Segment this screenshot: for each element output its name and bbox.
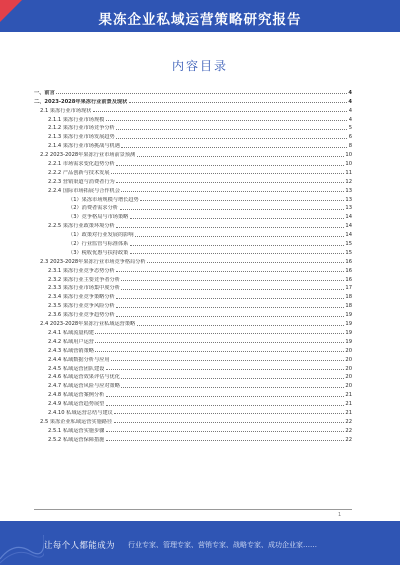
toc-entry-page: 6 (348, 134, 352, 141)
toc-entry[interactable] (34, 256, 352, 265)
toc-entry-label: 2.5.2 私域运营保障措施 (48, 436, 105, 443)
toc-entry-page: 15 (345, 241, 352, 248)
toc-entry-page: 20 (345, 356, 352, 363)
toc-entry-label: 2.4.7 私域运营风险与应对策略 (48, 383, 120, 390)
toc-leader-dots (120, 209, 344, 210)
toc-entry-label: 2.4.10 私域运营总结与建议 (48, 409, 113, 416)
toc-leader-dots (106, 396, 344, 397)
toc-entry-page: 14 (345, 223, 352, 230)
toc-entry[interactable] (34, 140, 352, 149)
toc-entry-page: 21 (345, 401, 352, 408)
toc-entry[interactable] (34, 247, 352, 256)
toc-entry-label: 2.1 果冻行业市场现状 (40, 107, 92, 114)
toc-entry-label: （2）行业监管与标准体系 (68, 241, 129, 248)
toc-entry-label: 2.4.5 私域运营团队建设 (48, 365, 105, 372)
toc-entry-page: 17 (345, 285, 352, 292)
toc-entry-label: 2.2.1 市场需求变化趋势分析 (48, 161, 115, 168)
toc-entry[interactable] (34, 114, 352, 123)
toc-leader-dots (106, 405, 344, 406)
toc-entry-label: 2.1.2 果冻行业市场竞争分析 (48, 125, 115, 132)
toc-leader-dots (140, 200, 344, 201)
toc-entry[interactable] (34, 380, 352, 389)
toc-entry[interactable] (34, 176, 352, 185)
toc-leader-dots (116, 129, 347, 130)
toc-leader-dots (121, 378, 343, 379)
toc-leader-dots (116, 298, 344, 299)
toc-entry-label: （1）果冻市场规模与增长趋势 (68, 196, 139, 203)
toc-leader-dots (106, 431, 344, 432)
toc-leader-dots (129, 102, 347, 103)
toc-leader-dots (137, 156, 344, 157)
toc-leader-dots (121, 289, 343, 290)
toc-entry-page: 13 (345, 205, 352, 212)
toc-entry-page: 14 (345, 232, 352, 239)
toc-entry-label: （2）消费者需求分析 (68, 205, 118, 212)
toc-entry-page: 4 (348, 98, 352, 105)
toc-leader-dots (95, 342, 343, 343)
toc-entry-label: 2.3.1 果冻行业竞争态势分析 (48, 267, 115, 274)
toc-leader-dots (111, 173, 344, 174)
toc-entry-page: 19 (345, 321, 352, 328)
toc-entry[interactable] (34, 434, 352, 443)
toc-entry-page: 20 (345, 347, 352, 354)
toc-entry[interactable] (34, 238, 352, 247)
swirl-decoration-icon (0, 521, 44, 565)
toc-entry[interactable] (34, 185, 352, 194)
toc-entry-page: 19 (345, 329, 352, 336)
toc-entry[interactable] (34, 220, 352, 229)
toc-leader-dots (130, 218, 344, 219)
toc-entry-label: 2.3.2 果冻行业主要竞争者分析 (48, 276, 120, 283)
toc-entry[interactable] (34, 158, 352, 167)
toc-entry-page: 4 (348, 116, 352, 123)
toc-entry[interactable] (34, 425, 352, 434)
toc-leader-dots (121, 147, 347, 148)
toc-entry-label: （3）竞争格局与市场策略 (68, 214, 129, 221)
toc-leader-dots (114, 422, 344, 423)
toc-entry[interactable] (34, 318, 352, 327)
toc-entry[interactable] (34, 211, 352, 220)
toc-entry-page: 18 (345, 294, 352, 301)
toc-leader-dots (56, 93, 347, 94)
toc-entry[interactable] (34, 194, 352, 203)
toc-leader-dots (116, 316, 344, 317)
toc-entry-label: 2.4.3 私域营销策略 (48, 347, 94, 354)
toc-entry[interactable] (34, 416, 352, 425)
toc-entry-label: 2.2.4 国际市场拓展与合作机会 (48, 187, 120, 194)
toc-entry-label: 2.4.2 私域用户运营 (48, 338, 94, 345)
toc-leader-dots (130, 245, 344, 246)
toc-entry-label: 2.4.9 私域运营趋势展望 (48, 401, 105, 408)
toc-entry-label: 二、2023-2028年果冻行业前景及现状 (34, 98, 128, 105)
toc-leader-dots (116, 165, 344, 166)
toc-entry-label: 2.5 果冻企业私域运营实施路径 (40, 418, 113, 425)
toc-entry[interactable] (34, 283, 352, 292)
toc-leader-dots (106, 369, 344, 370)
toc-entry-page: 21 (345, 409, 352, 416)
toc-entry-page: 19 (345, 312, 352, 319)
toc-entry-page: 4 (348, 107, 352, 114)
toc-entry[interactable] (34, 229, 352, 238)
toc-entry[interactable] (34, 345, 352, 354)
toc-entry-page: 16 (345, 258, 352, 265)
toc-entry-label: 2.4.4 私域数据分析与应用 (48, 356, 110, 363)
toc-entry-page: 11 (345, 169, 352, 176)
toc-entry-page: 15 (345, 249, 352, 256)
toc-leader-dots (116, 307, 344, 308)
toc-leader-dots (106, 440, 344, 441)
toc-leader-dots (116, 271, 344, 272)
toc-entry-label: 2.5.1 私域运营实施步骤 (48, 427, 105, 434)
footer-bar (0, 521, 400, 565)
toc-leader-dots (116, 182, 344, 183)
toc-entry[interactable] (34, 87, 352, 96)
toc-leader-dots (116, 138, 347, 139)
toc-entry-page: 13 (345, 187, 352, 194)
toc-entry-page: 4 (348, 89, 352, 96)
toc-entry-page: 10 (345, 161, 352, 168)
toc-entry-label: 2.3.3 果冻行业市场集中度分析 (48, 285, 120, 292)
toc-entry-page: 18 (345, 303, 352, 310)
toc-entry-page: 22 (345, 436, 352, 443)
toc-entry[interactable] (34, 203, 352, 212)
footer-roles: 行业专家、管理专家、营销专家、战略专家、成功企业家…… (128, 541, 317, 549)
toc-entry[interactable] (34, 327, 352, 336)
toc-entry-page: 16 (345, 267, 352, 274)
toc-entry-label: 2.1.4 果冻行业市场挑战与机遇 (48, 143, 120, 150)
toc-entry-page: 22 (345, 427, 352, 434)
toc-entry[interactable] (34, 149, 352, 158)
toc-entry-page: 12 (345, 178, 352, 185)
toc-entry-page: 5 (348, 125, 352, 132)
toc-entry-page: 20 (345, 365, 352, 372)
toc-entry[interactable] (34, 274, 352, 283)
toc-entry-page: 20 (345, 383, 352, 390)
toc-entry-page: 22 (345, 418, 352, 425)
page-divider (34, 509, 352, 510)
toc-leader-dots (116, 227, 344, 228)
toc-entry-page: 13 (345, 196, 352, 203)
toc-entry-label: 2.3.5 果冻行业竞争风险分析 (48, 303, 115, 310)
toc-entry-label: 2.3.6 果冻行业竞争趋势分析 (48, 312, 115, 319)
toc-leader-dots (135, 236, 344, 237)
toc-entry-page: 8 (348, 143, 352, 150)
toc-entry-page: 14 (345, 214, 352, 221)
toc-entry[interactable] (34, 372, 352, 381)
report-header-bar (0, 0, 400, 32)
toc-entry-label: 一、前言 (34, 89, 55, 96)
toc-entry[interactable] (34, 407, 352, 416)
toc-entry[interactable] (34, 389, 352, 398)
toc-entry[interactable] (34, 398, 352, 407)
toc-entry[interactable] (34, 123, 352, 132)
toc-entry[interactable] (34, 363, 352, 372)
toc-entry-page: 10 (345, 152, 352, 159)
toc-entry-label: 2.4 2023-2028年果冻行业私域运营策略 (40, 321, 136, 328)
toc-leader-dots (121, 387, 343, 388)
table-of-contents (34, 87, 352, 505)
toc-entry-label: 2.3 2023-2028年果冻行业市场竞争格局分析 (40, 258, 146, 265)
toc-entry-label: （1）政策对行业发展的影响 (68, 232, 134, 239)
toc-entry-label: 2.1.3 果冻行业市场发展趋势 (48, 134, 115, 141)
toc-entry-label: 2.4.1 私域流量构建 (48, 329, 94, 336)
toc-leader-dots (95, 351, 343, 352)
page-number: 1 (338, 512, 342, 518)
toc-entry-label: 2.3.4 果冻行业竞争策略分析 (48, 294, 115, 301)
footer-slogan: 让每个人都能成为 (44, 540, 115, 550)
toc-entry[interactable] (34, 291, 352, 300)
toc-leader-dots (111, 360, 344, 361)
toc-entry[interactable] (34, 167, 352, 176)
toc-leader-dots (137, 325, 344, 326)
toc-entry-label: 2.2.2 产品创新与技术发展 (48, 169, 110, 176)
report-title: 果冻企业私域运营策略研究报告 (98, 12, 302, 28)
toc-entry-label: 2.2.3 营销渠道与消费者行为 (48, 178, 115, 185)
toc-leader-dots (114, 413, 344, 414)
toc-entry[interactable] (34, 265, 352, 274)
toc-entry-page: 20 (345, 374, 352, 381)
toc-leader-dots (130, 253, 344, 254)
toc-entry[interactable] (34, 96, 352, 105)
toc-entry-label: 2.4.6 私域运营效果评估与优化 (48, 374, 120, 381)
toc-leader-dots (93, 111, 347, 112)
toc-leader-dots (121, 191, 343, 192)
toc-entry-label: 2.2 2023-2028年果冻行业市场前景预测 (40, 152, 136, 159)
toc-entry-label: 2.2.5 果冻行业政策环境分析 (48, 223, 115, 230)
toc-entry-page: 19 (345, 338, 352, 345)
toc-entry[interactable] (34, 309, 352, 318)
toc-entry-page: 21 (345, 392, 352, 399)
toc-entry-label: （3）税收优惠与扶持政策 (68, 249, 129, 256)
toc-entry[interactable] (34, 336, 352, 345)
toc-entry-label: 2.4.8 私域运营案例分析 (48, 392, 105, 399)
toc-leader-dots (106, 120, 347, 121)
toc-entry-page: 16 (345, 276, 352, 283)
toc-entry[interactable] (34, 131, 352, 140)
toc-leader-dots (147, 262, 344, 263)
toc-heading: 内容目录 (171, 59, 228, 73)
toc-entry[interactable] (34, 354, 352, 363)
toc-entry[interactable] (34, 105, 352, 114)
toc-entry[interactable] (34, 300, 352, 309)
toc-leader-dots (95, 333, 343, 334)
toc-leader-dots (121, 280, 343, 281)
toc-entry-label: 2.1.1 果冻行业市场规模 (48, 116, 105, 123)
